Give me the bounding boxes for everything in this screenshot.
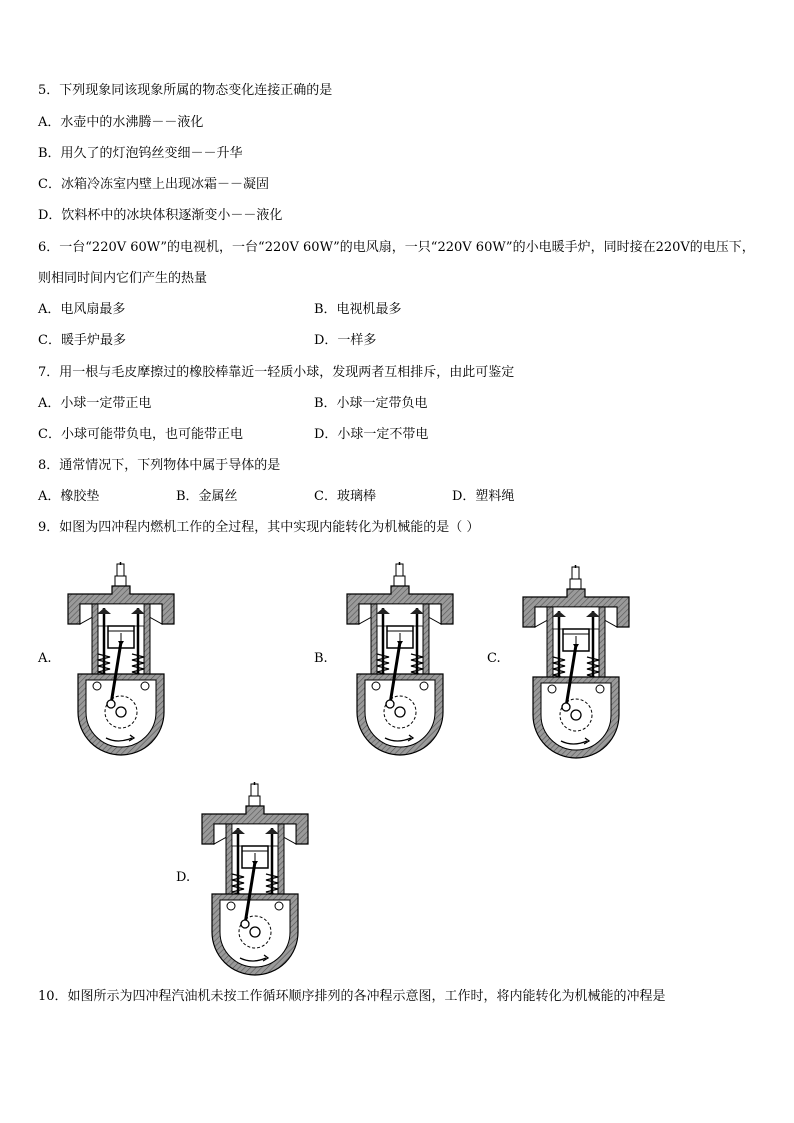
- engine-diagram-b[interactable]: [343, 562, 457, 758]
- q7-option-c[interactable]: C．小球可能带负电，也可能带正电: [38, 427, 243, 442]
- q9-option-c-label[interactable]: C.: [487, 651, 501, 666]
- q9-option-d-label[interactable]: D.: [176, 870, 191, 885]
- q8-option-d[interactable]: D．塑料绳: [452, 489, 515, 504]
- q8-option-a[interactable]: A．橡胶垫: [38, 489, 100, 504]
- q6-option-d[interactable]: D．一样多: [314, 333, 377, 348]
- q7-option-d[interactable]: D．小球一定不带电: [314, 427, 429, 442]
- q9-option-a-label[interactable]: A.: [38, 651, 52, 666]
- q7-option-a[interactable]: A．小球一定带正电: [38, 396, 152, 411]
- q5-option-a[interactable]: A．水壶中的水沸腾－－液化: [38, 115, 204, 130]
- q10-stem: 10．如图所示为四冲程汽油机未按工作循环顺序排列的各冲程示意图，工作时，将内能转化为机械能的冲程是: [38, 989, 666, 1004]
- q8-option-b[interactable]: B．金属丝: [176, 489, 238, 504]
- q7-option-b[interactable]: B．小球一定带负电: [314, 396, 428, 411]
- q6-option-c[interactable]: C．暖手炉最多: [38, 333, 126, 348]
- q9-stem: 9．如图为四冲程内燃机工作的全过程，其中实现内能转化为机械能的是（ ）: [38, 520, 480, 535]
- q5-stem: 5．下列现象同该现象所属的物态变化连接正确的是: [38, 83, 333, 98]
- q5-option-c[interactable]: C．冰箱冷冻室内壁上出现冰霜－－凝固: [38, 177, 269, 192]
- q8-stem: 8．通常情况下，下列物体中属于导体的是: [38, 458, 281, 473]
- engine-diagram-c[interactable]: [519, 565, 633, 761]
- engine-diagram-a[interactable]: [64, 562, 178, 758]
- q6-option-b[interactable]: B．电视机最多: [314, 302, 402, 317]
- q6-stem-line1: 6．一台“220V 60W”的电视机，一台“220V 60W”的电风扇，一只“220V 60W”的小电暖手炉，同时接在220V的电压下，: [38, 240, 755, 255]
- q7-stem: 7．用一根与毛皮摩擦过的橡胶棒靠近一轻质小球，发现两者互相排斥，由此可鉴定: [38, 365, 515, 380]
- q9-option-b-label[interactable]: B.: [314, 651, 328, 666]
- q5-option-d[interactable]: D．饮料杯中的冰块体积逐渐变小－－液化: [38, 208, 283, 223]
- q6-stem-line2: 则相同时间内它们产生的热量: [38, 271, 208, 286]
- q8-option-c[interactable]: C．玻璃棒: [314, 489, 376, 504]
- q5-option-b[interactable]: B．用久了的灯泡钨丝变细－－升华: [38, 146, 243, 161]
- engine-diagram-d[interactable]: [198, 782, 312, 978]
- q6-option-a[interactable]: A．电风扇最多: [38, 302, 126, 317]
